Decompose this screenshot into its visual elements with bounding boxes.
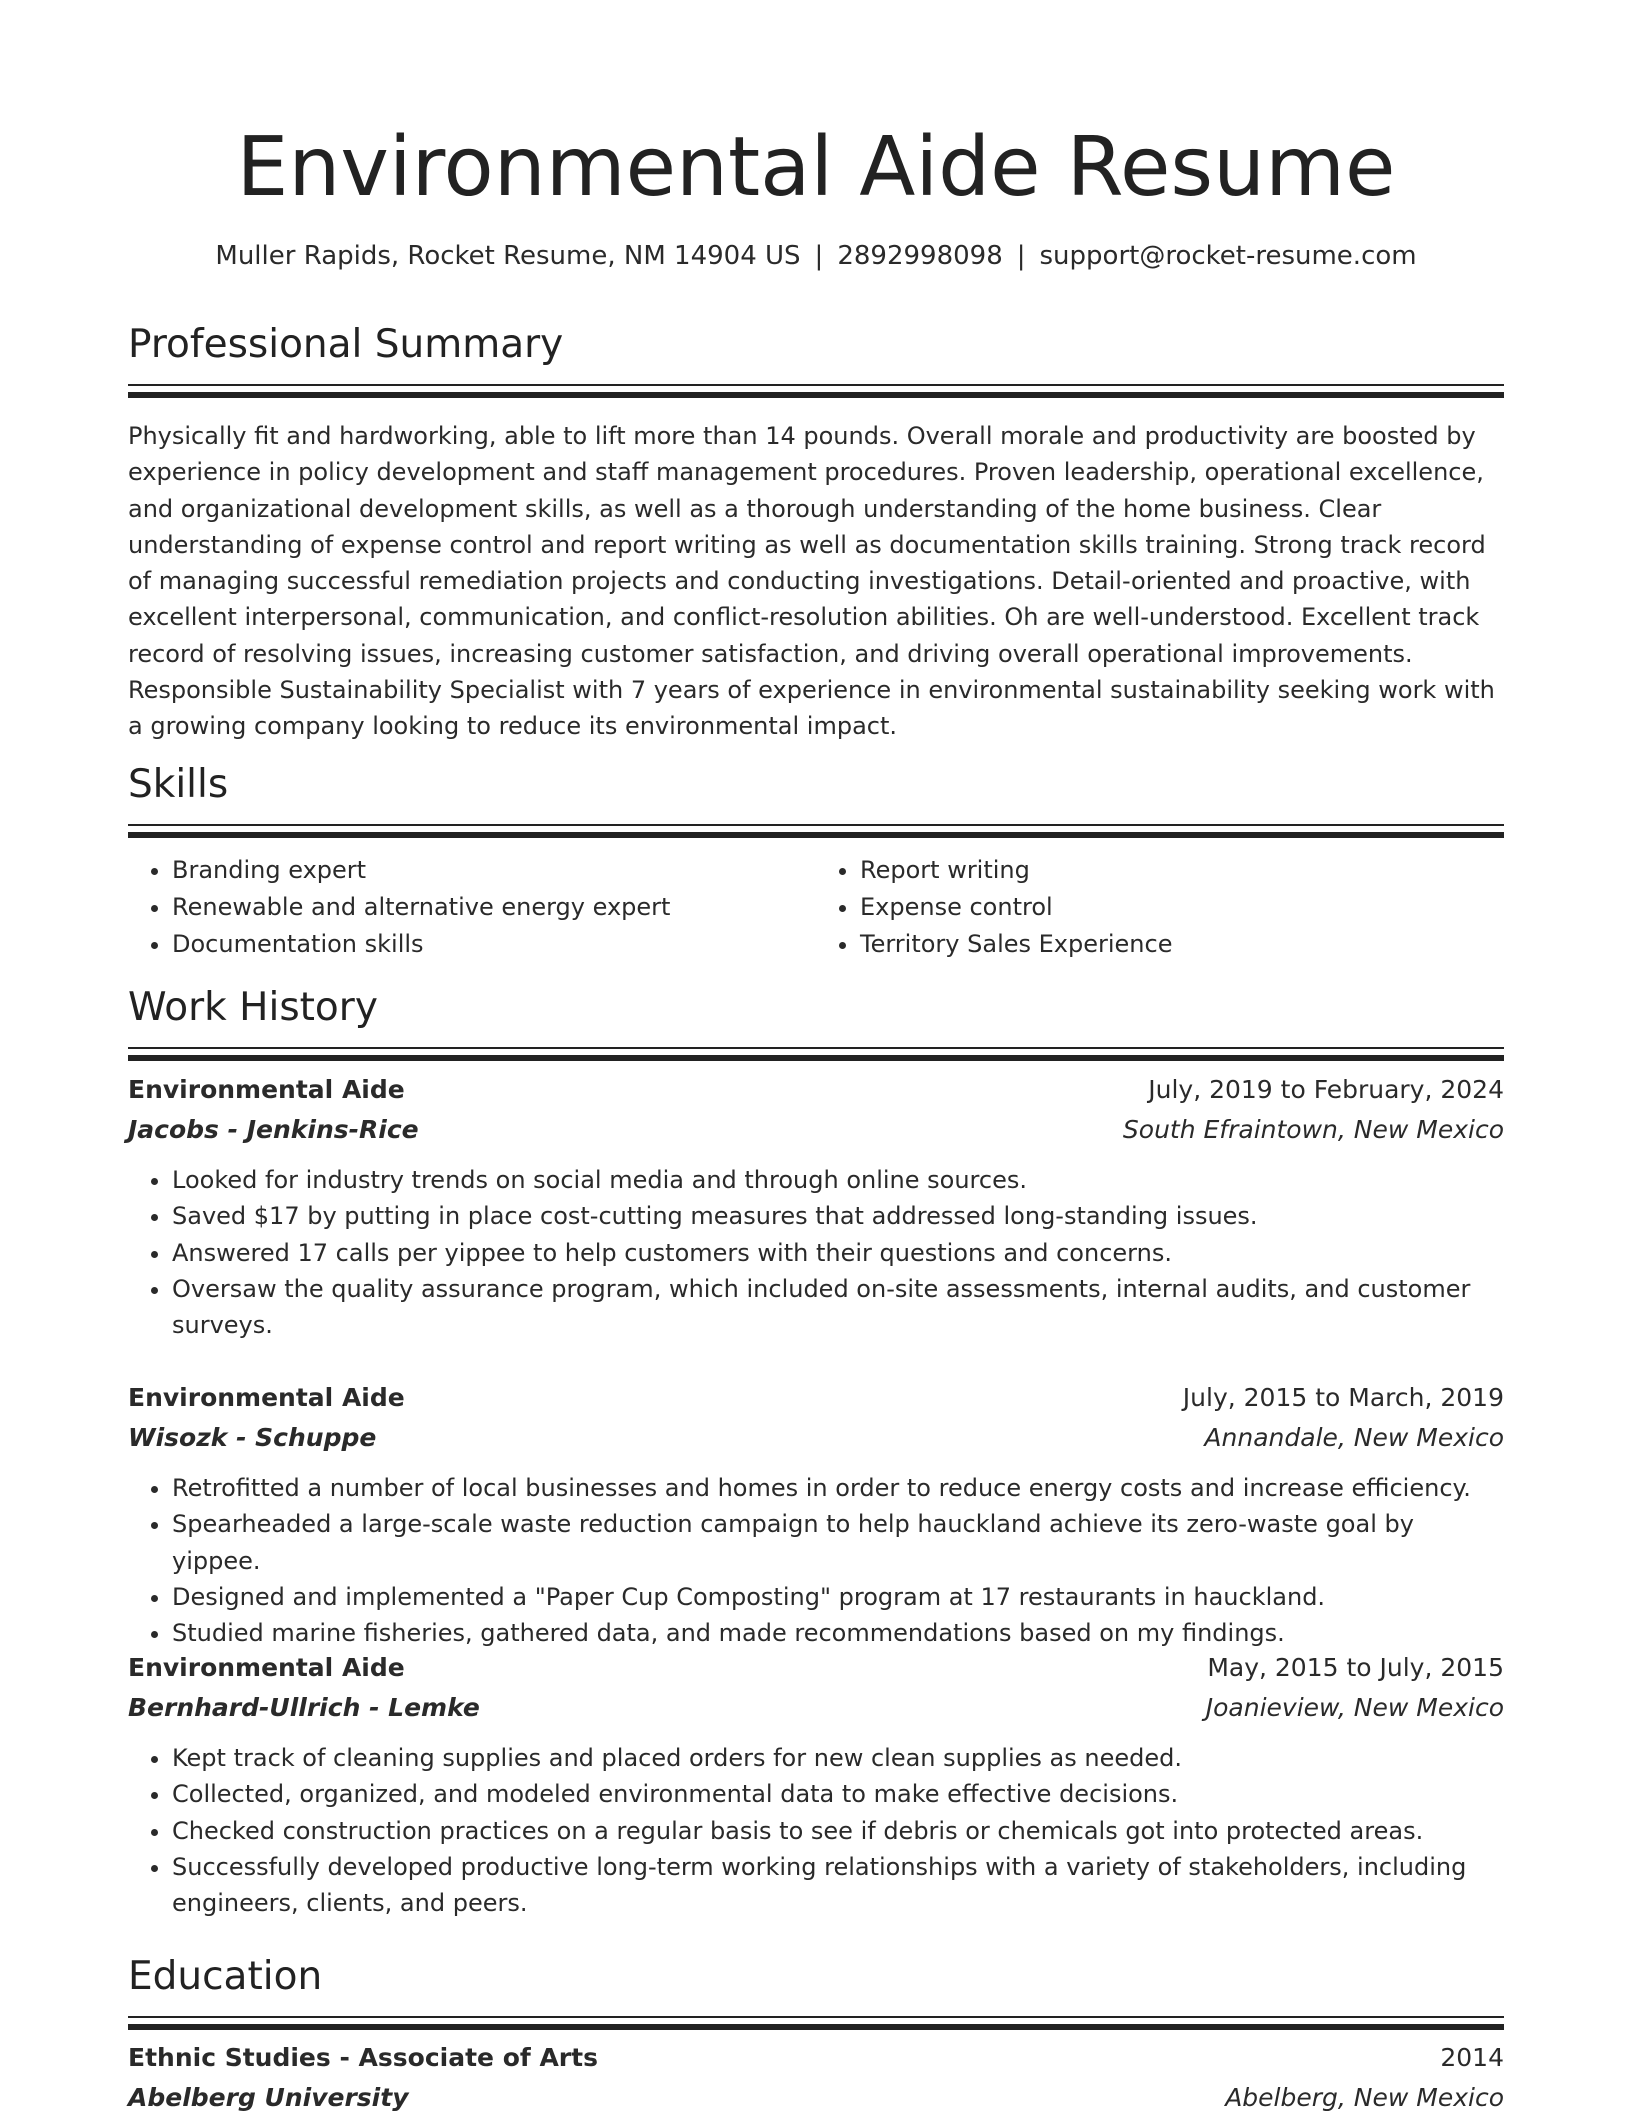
education-school: Abelberg University [128,2083,409,2112]
skills-grid [128,852,1504,963]
contact-separator: | [814,241,824,271]
job-bullet: • Answered 17 calls per yippee to help customers with their questions and concerns. [172,1235,1504,1271]
job-bullet: • Studied marine fisheries, gathered data, and made recommendations based on my findings. [172,1615,1504,1651]
job-bullet: • Kept track of cleaning supplies and placed orders for new clean supplies as needed. [172,1740,1504,1776]
job-bullet: • Oversaw the quality assurance program, which included on-site assessments, internal audits, and customer surveys. [172,1271,1504,1344]
job-bullet: • Looked for industry trends on social media and through online sources. [172,1162,1504,1198]
job-entry [128,1648,1504,1921]
section-divider [128,384,1504,386]
education-degree: Ethnic Studies - Associate of Arts [128,2043,598,2072]
skills-list-right [816,852,1504,963]
contact-line [128,236,1504,276]
job-entry [128,1378,1504,1651]
education-year: 2014 [1440,2043,1504,2072]
skills-heading: Skills [128,762,229,807]
job-bullet: • Checked construction practices on a regular basis to see if debris or chemicals got into protected areas. [172,1813,1504,1849]
section-divider-thick [128,2024,1504,2030]
skill-item: • Documentation skills [172,926,816,963]
job-location: South Efraintown, New Mexico [1122,1115,1504,1144]
skills-list-left [128,852,816,963]
contact-address: Muller Rapids, Rocket Resume, NM 14904 US [215,241,801,271]
job-employer-row [128,1418,1504,1458]
job-title: Environmental Aide [128,1075,405,1104]
job-bullets [128,1162,1504,1343]
job-dates: July, 2019 to February, 2024 [1148,1075,1504,1104]
job-employer-row [128,1110,1504,1150]
job-bullets [128,1740,1504,1921]
contact-email: support@rocket-resume.com [1039,241,1417,271]
job-location: Joanieview, New Mexico [1205,1693,1504,1722]
education-entry [128,2038,1504,2118]
summary-text: Physically fit and hardworking, able to lift more than 14 pounds. Overall morale and productivity are boosted by experience in policy development and staff management procedures. Proven leadership, operational excellence, and organizational development skills, as well as a thorough understanding of the home business. Clear understanding of expense control and report writing as well as documentation skills training. Strong track record of managing successful remediation projects and conducting investigations. Detail-oriented and proactive, with excellent interpersonal, communication, and conflict-resolution abilities. Oh are well-understood. Excellent track record of resolving issues, increasing customer satisfaction, and driving overall operational improvements. Responsible Sustainability Specialist with 7 years of experience in environmental sustainability seeking work with a growing company looking to reduce its environmental impact. [128,422,1495,741]
job-title: Environmental Aide [128,1653,405,1682]
job-bullet: • Spearheaded a large-scale waste reduction campaign to help hauckland achieve its zero-waste goal by yippee. [172,1506,1504,1579]
job-header-row [128,1378,1504,1418]
job-employer: Jacobs - Jenkins-Rice [128,1115,419,1144]
section-divider-thick [128,832,1504,838]
job-bullet: • Collected, organized, and modeled environmental data to make effective decisions. [172,1776,1504,1812]
job-bullet: • Saved $17 by putting in place cost-cutting measures that addressed long-standing issues. [172,1198,1504,1234]
section-divider [128,824,1504,826]
skill-item: • Branding expert [172,852,816,889]
education-header-row [128,2038,1504,2078]
job-bullets [128,1470,1504,1651]
job-header-row [128,1648,1504,1688]
contact-separator: | [1016,241,1026,271]
job-entry [128,1070,1504,1343]
job-employer: Wisozk - Schuppe [128,1423,377,1452]
skill-item: • Report writing [860,852,1504,889]
summary-section [128,318,1504,745]
section-divider [128,1047,1504,1049]
job-header-row [128,1070,1504,1110]
education-section [128,1950,1504,2030]
summary-heading: Professional Summary [128,322,564,367]
resume-title: Environmental Aide Resume [236,120,1396,215]
contact-phone: 2892998098 [837,241,1003,271]
job-location: Annandale, New Mexico [1204,1423,1504,1452]
skill-item: • Territory Sales Experience [860,926,1504,963]
job-bullet: • Successfully developed productive long-term working relationships with a variety of stakeholders, including engineers, clients, and peers. [172,1849,1504,1922]
job-bullet: • Designed and implemented a "Paper Cup Composting" program at 17 restaurants in hauckland. [172,1579,1504,1615]
education-heading: Education [128,1954,323,1999]
job-dates: May, 2015 to July, 2015 [1207,1653,1504,1682]
job-bullet: • Retrofitted a number of local businesses and homes in order to reduce energy costs and increase efficiency. [172,1470,1504,1506]
work-history-section [128,981,1504,1061]
education-school-row [128,2078,1504,2118]
section-divider-thick [128,392,1504,398]
education-location: Abelberg, New Mexico [1225,2083,1504,2112]
job-title: Environmental Aide [128,1383,405,1412]
skill-item: • Expense control [860,889,1504,926]
work-history-heading: Work History [128,985,378,1030]
section-divider-thick [128,1055,1504,1061]
skill-item: • Renewable and alternative energy expert [172,889,816,926]
job-dates: July, 2015 to March, 2019 [1182,1383,1504,1412]
skills-section [128,758,1504,963]
job-employer-row [128,1688,1504,1728]
section-divider [128,2016,1504,2018]
job-employer: Bernhard-Ullrich - Lemke [128,1693,480,1722]
